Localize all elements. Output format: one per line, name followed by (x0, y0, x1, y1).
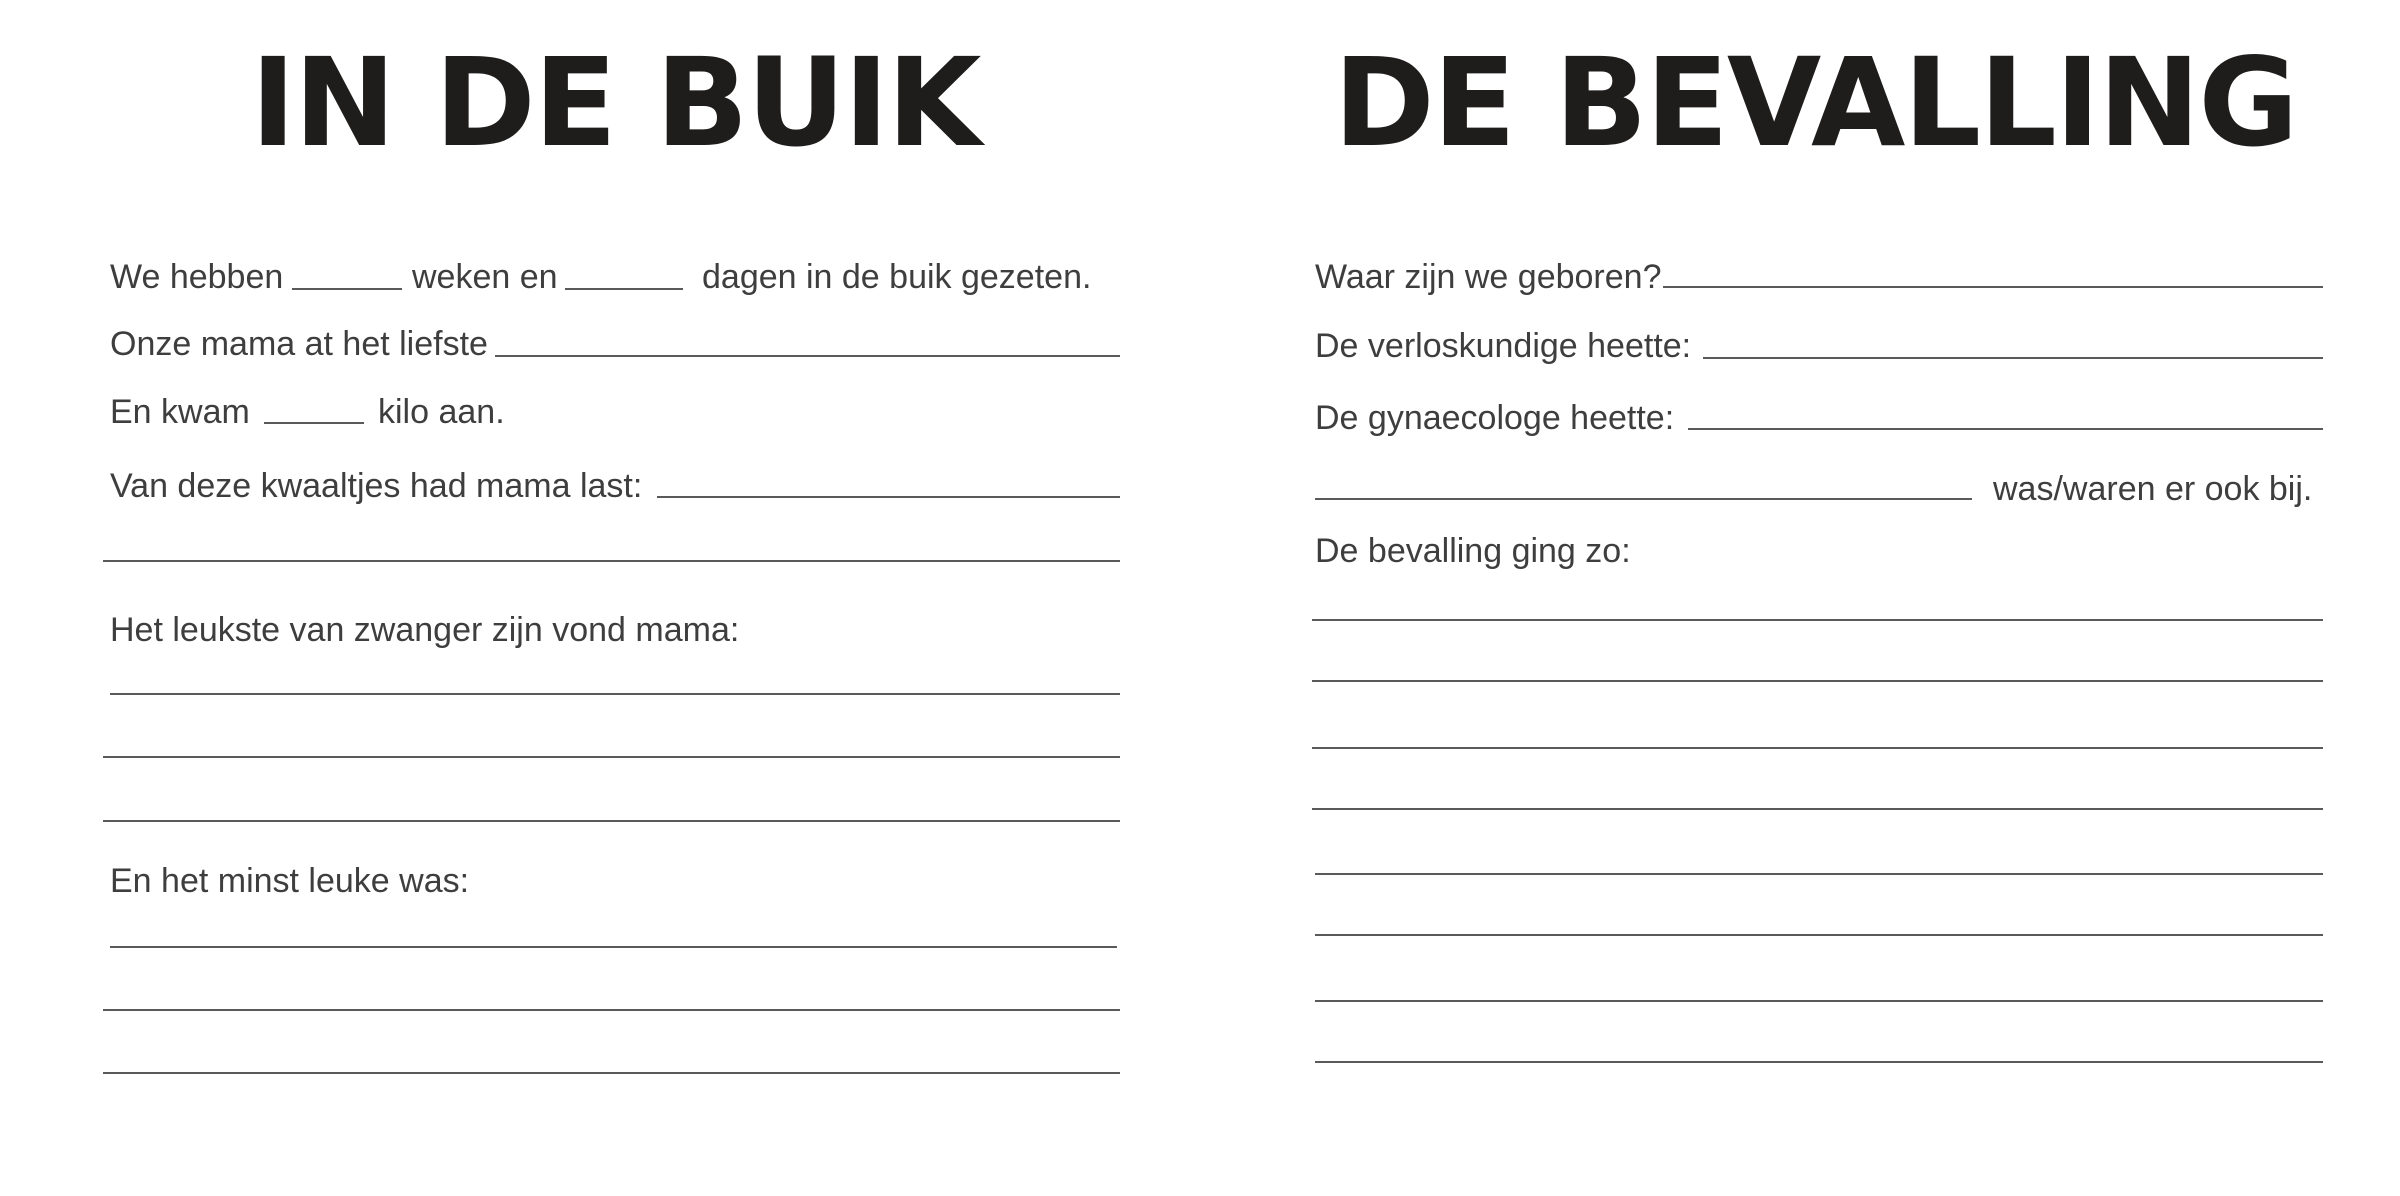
page-title-de-bevalling: DE BEVALLING (1333, 32, 2297, 174)
birth-story-line-1[interactable] (1312, 619, 2323, 621)
weeks-blank-line[interactable] (292, 288, 402, 290)
days-suffix-text: dagen in de buik gezeten. (702, 258, 1092, 296)
favorite-food-blank-line[interactable] (495, 355, 1120, 357)
birth-story-line-8[interactable] (1315, 1061, 2323, 1063)
attendees-blank-line[interactable] (1315, 498, 1972, 500)
page-title-in-de-buik: IN DE BUIK (250, 32, 980, 174)
gynecologist-blank-line[interactable] (1688, 428, 2323, 430)
weeks-prefix-text: We hebben (110, 258, 284, 296)
days-blank-line[interactable] (565, 288, 683, 290)
best-part-line-3[interactable] (103, 820, 1120, 822)
birth-story-line-3[interactable] (1312, 747, 2323, 749)
ailments-blank-line[interactable] (657, 496, 1120, 498)
birth-story-line-2[interactable] (1312, 680, 2323, 682)
weight-prefix-text: En kwam (110, 393, 250, 431)
worst-part-line-3[interactable] (103, 1072, 1120, 1074)
birth-story-line-6[interactable] (1315, 934, 2323, 936)
ailments-extra-line[interactable] (103, 560, 1120, 562)
weight-suffix-text: kilo aan. (378, 393, 505, 431)
midwife-label: De verloskundige heette: (1315, 327, 1692, 365)
birth-story-line-7[interactable] (1315, 1000, 2323, 1002)
midwife-blank-line[interactable] (1703, 357, 2323, 359)
birth-story-line-4[interactable] (1312, 808, 2323, 810)
favorite-food-label: Onze mama at het liefste (110, 325, 488, 363)
birthplace-blank-line[interactable] (1663, 286, 2323, 288)
worst-part-label: En het minst leuke was: (110, 862, 470, 900)
attendees-suffix-text: was/waren er ook bij. (1993, 470, 2313, 508)
best-part-label: Het leukste van zwanger zijn vond mama: (110, 611, 740, 649)
best-part-line-2[interactable] (103, 756, 1120, 758)
ailments-label: Van deze kwaaltjes had mama last: (110, 467, 643, 505)
worst-part-line-1[interactable] (110, 946, 1117, 948)
worst-part-line-2[interactable] (103, 1009, 1120, 1011)
gynecologist-label: De gynaecologe heette: (1315, 399, 1675, 437)
birth-story-label: De bevalling ging zo: (1315, 532, 1631, 570)
best-part-line-1[interactable] (110, 693, 1120, 695)
weeks-mid-text: weken en (412, 258, 558, 296)
birthplace-label: Waar zijn we geboren? (1315, 258, 1662, 296)
weight-blank-line[interactable] (264, 422, 364, 424)
birth-story-line-5[interactable] (1315, 873, 2323, 875)
